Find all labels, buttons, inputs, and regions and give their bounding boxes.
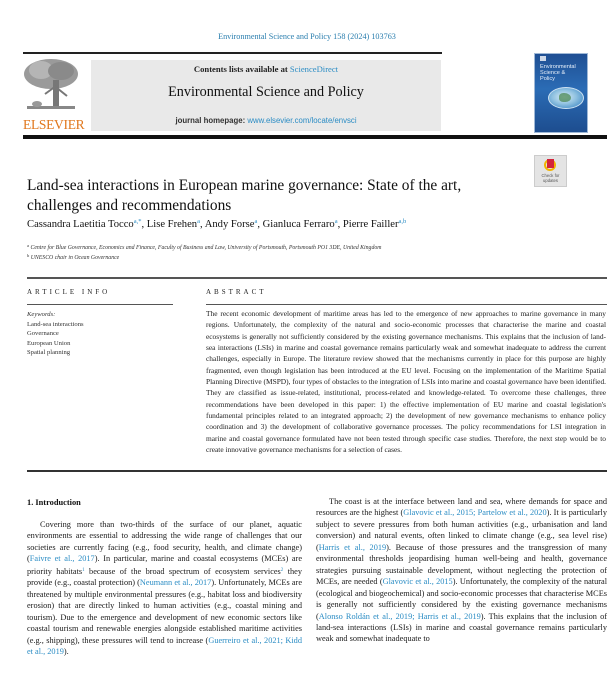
intro-left-column: Covering more than two-thirds of the surface of our planet, aquatic environments are essential to addressing the wide range of challenges that our societies are currently facing (e.g., food security, health, and climate change) (Faivre et al., 2017). In particular, marine and coastal ecosystems (MCEs) are priority habitats$^1$ because of the broad spectrum of ecosystem services$^2$ they provide (e.g., coastal protection) (Neumann et al., 2017). Unfortunately, MCEs are threatened by multiple environmental pressures (e.g., habitat loss and biodiversity erosion) that are directly linked to human activities (e.g., coastal mining and tourism). Due to the emergence and development of new economic sectors like coastal tourism and renewable energies alongside established maritime activities (e.g., shipping), these pressures will tend to increase (Guerreiro et al., 2021; Kidd et al., 2019). (27, 520, 303, 656)
keyword-item: Governance (27, 330, 59, 338)
author-affil-mark[interactable]: a,b (398, 218, 407, 225)
keyword-item: Land-sea interactions (27, 320, 84, 328)
journal-name: Environmental Science and Policy (168, 84, 364, 100)
affiliation-a: $^a$ Centre for Blue Governance, Economics and Finance, Faculty of Business and Law, University of Portsmouth, Portsmouth PO1 3DE, United Kingdom (27, 243, 382, 251)
article-info-rule (27, 304, 173, 305)
check-for-updates-button[interactable] (534, 155, 567, 187)
author-name[interactable]: Pierre Failler (342, 219, 399, 230)
author-name[interactable]: Andy Forse (204, 219, 255, 230)
keywords-block (27, 310, 187, 358)
citation-link[interactable]: Alonso Roldán et al., 2019; Harris et al., 2019 (318, 611, 481, 621)
abstract-bottom-rule (27, 470, 607, 472)
author-affil-mark[interactable]: a (197, 218, 200, 225)
journal-reference-link[interactable]: Environmental Science and Policy 158 (2024) 103763 (218, 32, 396, 41)
elsevier-tree-icon (23, 58, 79, 112)
keyword-item: European Union (27, 339, 71, 347)
elsevier-wordmark: ELSEVIER (23, 117, 85, 132)
contents-prefix: Contents lists available at (193, 64, 290, 74)
affiliation-divider (27, 277, 607, 279)
citation-link[interactable]: Guerreiro et al., 2021; Kidd et al., 2019 (27, 635, 302, 656)
citation-link[interactable]: Neumann et al., 2017 (139, 578, 212, 588)
citation-link[interactable]: Glavovic et al., 2015 (382, 577, 453, 587)
author-name[interactable]: Gianluca Ferraro (262, 219, 335, 230)
author-name[interactable]: Cassandra Laetitia Tocco (27, 219, 134, 230)
abstract-rule (206, 304, 607, 305)
footnote-link[interactable]: 1 (82, 567, 85, 573)
journal-homepage-link[interactable]: www.elsevier.com/locate/envsci (247, 116, 357, 125)
affiliations (27, 242, 597, 262)
author-affil-mark[interactable]: a,* (133, 218, 142, 225)
citation-link[interactable]: Glavovic et al., 2015; Partelow et al., 2020 (403, 508, 547, 518)
contents-line (91, 64, 441, 74)
intro-right-column: The coast is at the interface between land and sea, where demands for space and resources are the highest (Glavovic et al., 2015; Partelow et al., 2020). It is particularly subject to severe pressures from both human activities (e.g., urbanisation and land conversion) and natural events, often linked to climate change (e.g., sea level rise) (Harris et al., 2019). Because of those pressures and the transgression of many environmental thresholds jeopardising human well-being and health, governance strategies pursuing sustainable development, without neglecting the protection of MCEs, are needed (Glavovic et al., 2015). Unfortunately, the complexity of the natural (ecological and biogeochemical) and socio-economic processes that characterise MCEs is generally not sufficiently considered by the existing governance mechanisms (Alonso Roldán et al., 2019; Harris et al., 2019). This explains that the inclusion of land-sea interactions (LSIs) in marine and coastal governance remains particularly weak and somewhat inadequate to (316, 497, 608, 644)
keywords-heading: Keywords: (27, 311, 56, 318)
abstract-text: The recent economic development of maritime areas has led to the emergence of new approaches to marine governance in many regions. Unfortunately, the complexity of the natural and socio-economic processes that characterise the marine and coastal ecosystems is generally not sufficiently considered by the existing governance mechanisms. This explains that the inclusion of land-sea interactions (LSIs) in marine and coastal governance remains particularly weak and somewhat inadequate to address the current challenges, especially in Europe. The literature review showed that the mechanisms currently in place for this purpose are highly fragmented, even though legislation has been introduced at the EU level. Focusing on the implementation of the Maritime Spatial Planning Directive (MSPD), four types of obstacles to the integration of LSIs into marine and coastal governance have been identified. They are classified as issue-related, institutional, process-related and knowledge-related. To overcome these challenges, three recommendations have been developed in this paper: 1) the effective implementation of EU marine and coastal legislation's fundamental principles related to an integrated approach; 2) the development of new governance mechanisms to enhance policy coordination and 3) the development of collaborative governance processes. The policy recommendations for LSI integration in marine and coastal governance formulated have not been tested through specific case studies. Therefore, the next step would be to create innovative governance mechanisms for a selection of cases. (206, 309, 606, 455)
abstract-heading: ABSTRACT (206, 288, 267, 296)
journal-homepage-line (91, 116, 441, 125)
cover-title: Environmental Science & Policy (540, 64, 576, 82)
elsevier-logo[interactable] (23, 58, 85, 132)
cover-logo-mark (540, 56, 546, 61)
journal-header-box (91, 60, 441, 131)
author-list: Cassandra Laetitia Tocco$^{a,*}$, Lise Frehen$^a$, Andy Forse$^a$, Gianluca Ferraro$^a$, Pierre Failler$^{a,b}$ (27, 218, 407, 230)
affiliation-b: $^b$ UNESCO chair in Ocean Governance (27, 253, 120, 262)
author-affil-mark[interactable]: a (254, 218, 258, 225)
globe-icon (548, 87, 584, 109)
article-info-heading: ARTICLE INFO (27, 288, 111, 296)
header-bottom-rule (23, 135, 607, 139)
footnote-link[interactable]: 2 (280, 567, 284, 573)
introduction-heading: 1. Introduction (27, 498, 81, 507)
journal-cover-image[interactable] (534, 53, 588, 133)
bookmark-icon (547, 159, 554, 168)
homepage-prefix: journal homepage: (175, 116, 248, 125)
citation-link[interactable]: Harris et al., 2019 (318, 542, 387, 552)
keyword-item: Spatial planning (27, 349, 71, 357)
article-title: Land-sea interactions in European marine governance: State of the art, challenges and recommendations (27, 177, 462, 214)
sciencedirect-link[interactable]: ScienceDirect (289, 64, 339, 74)
author-name[interactable]: Lise Frehen (146, 219, 198, 230)
author-affil-mark[interactable]: a (334, 218, 338, 225)
check-updates-label: Check for updates (541, 173, 560, 183)
citation-link[interactable]: Faivre et al., 2017 (29, 554, 95, 564)
header-top-rule (23, 52, 442, 54)
